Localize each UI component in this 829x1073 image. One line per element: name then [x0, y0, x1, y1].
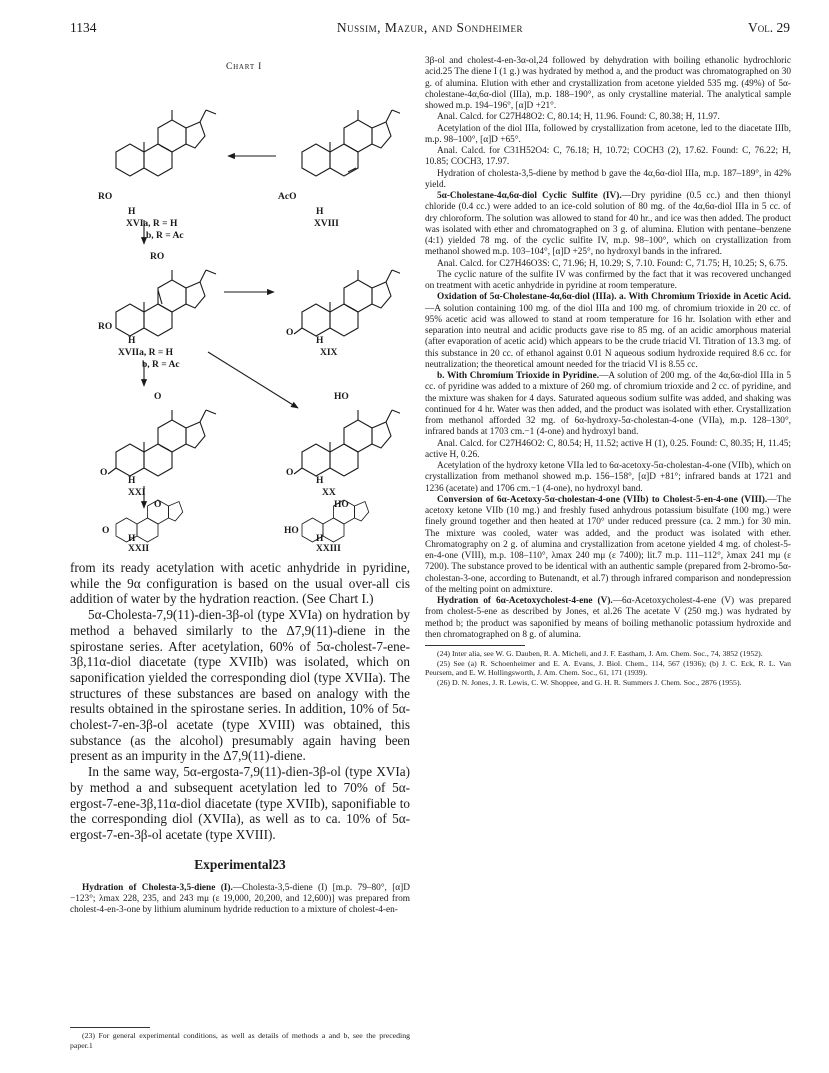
paragraph: —Dry pyridine (0.5 cc.) and then thionyl chloride (0.4 cc.) were added to an ice-cold solution of 80 mg. of the 4α,6α-diol IIIa in 5 cc. of dry chloroform. The solution was allowed to stand for 40 hr., and ice was then added. The product was isolated with ether and chromatographed on 3 g. of alumina. Elution with pentane–benzene (4:1) yielded 78 mg. of the cyclic sulfite IV, m.p. 98–100°, which on crystallization from methanol showed m.p. 103–104°, [α]D +25°, no hydroxyl bands in the infrared.	[425, 191, 791, 258]
paragraph-heading: 5α-Cholestane-4α,6α-diol Cyclic Sulfite (IV).	[437, 191, 622, 201]
label-xxiii-name: XXIII	[316, 544, 341, 554]
arrow-xvii-to-xx	[208, 352, 298, 408]
paragraph-heading: b. With Chromium Trioxide in Pyridine.	[437, 371, 600, 381]
paragraph-heading: Hydration of 6α-Acetoxycholest-4-ene (V).	[437, 596, 613, 606]
label-xx-name: XX	[322, 488, 336, 498]
label-xix-name: XIX	[320, 348, 338, 358]
left-column	[70, 560, 410, 916]
paragraph: In the same way, 5α-ergosta-7,9(11)-dien-3β-ol (type XVIa) by method a and subsequent acetylation led to 70% of 5α-ergost-7-ene-3β,11α-diol diacetate (type XVIIb), saponifiable to the corresponding diol (XVIIa), as well as to ca. 10% of 5α-ergost-7-en-3β-ol acetate (type XVIII).	[70, 764, 410, 842]
analysis-line: Anal. Calcd. for C31H52O4: C, 76.18; H, 10.72; COCH3 (2), 17.62. Found: C, 76.22; H, 10.85; COCH3, 17.97.	[425, 146, 791, 168]
running-authors: Nussim, Mazur, and Sondheimer	[336, 20, 524, 35]
label-xx-ho: HO	[334, 392, 349, 402]
label-xvii-ro: RO	[98, 322, 113, 332]
footnote-24: (24) Inter alia, see W. G. Dauben, R. A. Micheli, and J. F. Eastham, J. Am. Chem. Soc., 74, 3852 (1952).	[437, 649, 763, 658]
paragraph: Acetylation of the diol IIIa, followed by crystallization from acetone, led to the diacetate IIIb, m.p. 98–100°, [α]D +65°.	[425, 123, 791, 145]
label-xvii-h: H	[128, 336, 136, 346]
paragraph-heading: Conversion of 6α-Acetoxy-5α-cholestan-4-one (VIIb) to Cholest-5-en-4-one (VIII).	[437, 494, 768, 505]
label-xvi-name: XVIa, R = H	[126, 219, 178, 229]
footnote-rule	[70, 1027, 150, 1028]
chart-title: Chart I	[225, 62, 263, 72]
label-xviii-name: XVIII	[314, 219, 339, 229]
label-xxiii-h: H	[316, 534, 324, 544]
paragraph: 5α-Cholesta-7,9(11)-dien-3β-ol (type XVIa) on hydration by method a behaved similarly to the Δ7,9(11)-diene in the spirostane series. After acetylation, 60% of 5α-cholest-7-ene-3β,11α-diol diacetate (type XVIIb) was isolated, which on saponification yielded the corresponding diol (type XVIIa). The structures of these substances are based on analogy with the results obtained in the spirostane series. In addition, 10% of 5α-cholest-7-en-3β-ol acetate (type XVIII) was obtained, this substance (as the alcohol) presumably again having been present as an impurity in the Δ7,9(11)-diene.	[70, 607, 410, 764]
paragraph: Hydration of cholesta-3,5-diene by method b gave the 4α,6α-diol IIIa, m.p. 187–189°, in 42% yield.	[425, 168, 791, 190]
structure-xvii	[116, 270, 216, 336]
label-xviii-aco: AcO	[278, 192, 297, 202]
footnote-23: (23) For general experimental conditions, as well as details of methods a and b, see the preceding paper.1	[70, 1031, 410, 1050]
footnote-25: (25) See (a) R. Schoenheimer and E. A. Evans, J. Biol. Chem., 114, 567 (1936); (b) J. C. Eck, R. L. Van Peursem, and E. W. Hollingsworth, J. Am. Chem. Soc., 61, 171 (1939).	[425, 658, 791, 678]
section-heading-experimental: Experimental23	[194, 856, 286, 872]
paragraph: 3β-ol and cholest-4-en-3α-ol,24 followed by dehydration with boiling ethanolic hydrochloric acid.25 The diene I (1 g.) was hydrated by method a, and the product was chromatographed on 30 g. of alumina. Elution with ether and crystallization from acetone yielded 535 mg. (49%) of 5α-cholestane-4α,6α-diol (IIIa), m.p. 188–190°, as only crystalline material. The analytical sample showed m.p. 194–196°, [α]D +21°.	[425, 56, 791, 111]
running-header	[70, 20, 790, 40]
label-xvii-b: b, R = Ac	[142, 360, 180, 370]
structure-xxi	[108, 410, 216, 476]
label-xxi-h: H	[128, 476, 136, 486]
footnote-rule	[425, 645, 525, 646]
volume-label: Vol. 29	[748, 20, 790, 35]
left-footnotes	[70, 1023, 410, 1050]
label-xxi-o: O	[100, 468, 108, 478]
label-xxi-name: XXI	[128, 488, 146, 498]
paragraph: The cyclic nature of the sulfite IV was confirmed by the fact that it was recovered unchanged on treatment with acetic anhydride in pyridine at room temperature.	[425, 269, 791, 291]
analysis-line: Anal. Calcd. for C27H46O2: C, 80.54; H, 11.52; active H (1), 0.25. Found: C, 80.35; H, 11.45; active H, 0.26.	[425, 438, 791, 460]
page-number: 1134	[70, 20, 97, 35]
paragraph: —A solution of 200 mg. of the 4α,6α-diol IIIa in 5 cc. of pyridine was added to a mixture of 260 mg. of chromium trioxide and 2 cc. of pyridine, and the mixture was shaken for 4 days. Saturated aqueous sodium sulfite was added, and shaking was continued for 4 hr. Water was then added, and the product was isolated with ether. Crystallization from methanol afforded 32 mg. of 6α-hydroxy-5α-cholestan-4-one (VIIa), m.p. 128–130°, infrared bands at 1703 cm.−1 (4-one) and hydroxyl band.	[425, 371, 791, 438]
label-xix-h: H	[316, 336, 324, 346]
paragraph-heading: Oxidation of 5α-Cholestane-4α,6α-diol (IIIa). a. With Chromium Trioxide in Acetic Acid.	[437, 292, 791, 303]
label-xix-o: O	[286, 328, 294, 338]
label-xvii-ro-top: RO	[150, 252, 165, 262]
label-xvii-name: XVIIa, R = H	[118, 348, 174, 358]
analysis-line: Anal. Calcd. for C27H46O3S: C, 71.96; H, 10.29; S, 7.10. Found: C, 71.75; H, 10.25; S, 6.75.	[437, 258, 788, 269]
paragraph-heading: Hydration of Cholesta-3,5-diene (I).	[82, 882, 233, 893]
paragraph: Acetylation of the hydroxy ketone VIIa led to 6α-acetoxy-5α-cholestan-4-one (VIIb), which on crystallization from methanol showed m.p. 156–158°, [α]D +81°; infrared bands at 1721 and 1236 (acetate) and 1706 cm.−1 (4-one), no hydroxyl band.	[425, 461, 791, 494]
reaction-scheme-chart	[88, 56, 400, 556]
label-xxi-o-top: O	[154, 392, 162, 402]
label-xxii-o: O	[102, 526, 110, 536]
label-xx-o: O	[286, 468, 294, 478]
footnote-26: (26) D. N. Jones, J. R. Lewis, C. W. Shoppee, and G. H. R. Summers J. Chem. Soc., 2876 (1955).	[437, 677, 742, 687]
label-xxii-name: XXII	[128, 544, 150, 554]
label-xx-h: H	[316, 476, 324, 486]
label-xviii-h: H	[316, 207, 324, 217]
analysis-line: Anal. Calcd. for C27H48O2: C, 80.14; H, 11.96. Found: C, 80.38; H, 11.97.	[437, 112, 720, 123]
label-xvi-h: H	[128, 207, 136, 217]
paragraph: —6α-Acetoxycholest-4-ene (V) was prepared from cholest-5-ene as described by Jones, et al.26 The acetate V (250 mg.) was hydrated by method b; the product was saponified by means of boiling methanolic potassium hydroxide and then chromatographed on 8 g. of alumina.	[425, 596, 791, 640]
label-xvi-b: b, R = Ac	[146, 231, 184, 241]
label-xvi-ro: RO	[98, 192, 113, 202]
label-xxiii-ho-top: HO	[334, 500, 349, 510]
paragraph: —The acetoxy ketone VIIb (10 mg.) and freshly fused anhydrous potassium bisulfate (100 mg.) were finely ground together and then heated at 170° under reduced pressure (ca. 2 mm.) for 30 min. The mixture was cooled, water was added, and the product was isolated with ether. Chromatography on 2 g. of alumina and crystallization from acetone yielded 4 mg. of cholest-5-en-4-one (VIII), m.p. 108–110°, λmax 240 mμ (ε 7400); lit.7 m.p. 111–112°, λmax 241 mμ (ε 7200). The substance proved to be identical with an authentic sample (prepared from 2-bromo-5α-cholestan-3-one, according to Butenandt, et al.7) through infrared comparison and nondepression of the melting point on admixture.	[425, 494, 791, 595]
structure-xx	[294, 410, 400, 476]
label-xxii-o-top: O	[154, 500, 162, 510]
paragraph: from its ready acetylation with acetic anhydride in pyridine, while the 9α configuration is based on the usual over-all cis addition of water by the hydration reaction. (See Chart I.)	[70, 560, 410, 607]
paragraph: —A solution containing 100 mg. of the diol IIIa and 100 mg. of chromium trioxide in 20 cc. of 95% acetic acid was allowed to stand at room temperature for 16 hr. Isolation with ether and separation into neutral and acidic products gave rise to 85 mg. of an acidic amorphous material (after evaporation of acetic acid) which appears to be the crude triacid VI. Titration of 13.3 mg. of this substance in 20 cc. of ethanol against 0.01 N aqueous sodium hydroxide required 8.6 cc. for neutralization; the theoretical amount needed for the triacid VI is 8.55 cc.	[425, 303, 791, 370]
label-xxiii-ho: HO	[284, 526, 299, 536]
paragraph: —Cholesta-3,5-diene (I) [m.p. 79–80°, [α]D −123°; λmax 228, 235, and 243 mμ (ε 19,000, 20,200, and 12,600)] was prepared from cholest-4-en-3-one by lithium aluminum hydride reduction to a mixture of cholest-4-en-	[70, 882, 410, 916]
structure-xviii	[302, 110, 400, 176]
label-xxii-h: H	[128, 534, 136, 544]
structure-xix	[294, 270, 400, 336]
structure-xvi	[116, 110, 216, 176]
right-column	[425, 56, 791, 687]
